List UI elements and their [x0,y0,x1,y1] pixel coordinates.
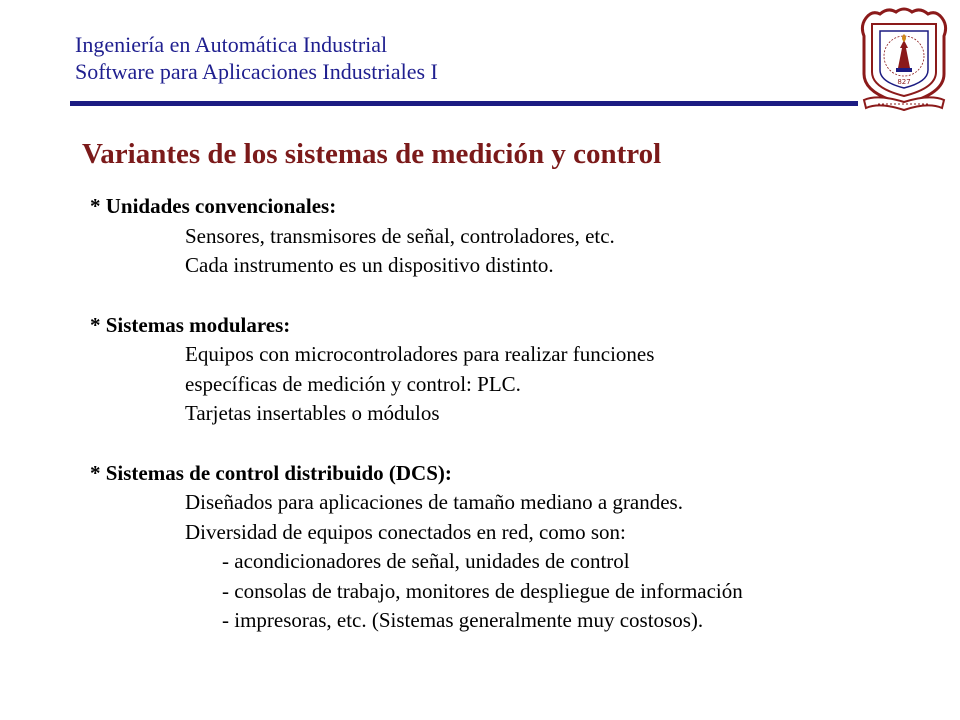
section-line: Tarjetas insertables o módulos [185,401,440,425]
section-line: Diseñados para aplicaciones de tamaño mediano a grandes. [185,490,683,514]
header-divider [70,101,858,106]
section-subline: - impresoras, etc. (Sistemas generalmente muy costosos). [222,608,704,632]
header-program: Ingeniería en Automática Industrial [75,32,388,57]
spacer [90,281,930,311]
slide-title: Variantes de los sistemas de medición y control [82,138,662,170]
slide-body [90,192,930,636]
course-header [75,31,438,85]
spacer [90,429,930,459]
section-subline: - acondicionadores de señal, unidades de control [222,549,630,573]
section-subline: - consolas de trabajo, monitores de despliegue de información [222,578,743,603]
section-heading: * Unidades convencionales: [90,194,337,218]
university-seal-icon [858,4,950,116]
section-line: Equipos con microcontroladores para realizar funciones [185,342,655,366]
section-line: Sensores, transmisores de señal, controladores, etc. [185,223,615,248]
header-course: Software para Aplicaciones Industriales I [75,59,438,84]
section-line: Cada instrumento es un dispositivo distinto. [185,253,554,277]
section-line: específicas de medición y control: PLC. [185,371,521,396]
svg-text:827: 827 [897,78,911,86]
section-heading: * Sistemas modulares: [90,312,291,337]
section-line: Diversidad de equipos conectados en red, como son: [185,519,626,544]
section-heading: * Sistemas de control distribuido (DCS): [90,460,452,485]
